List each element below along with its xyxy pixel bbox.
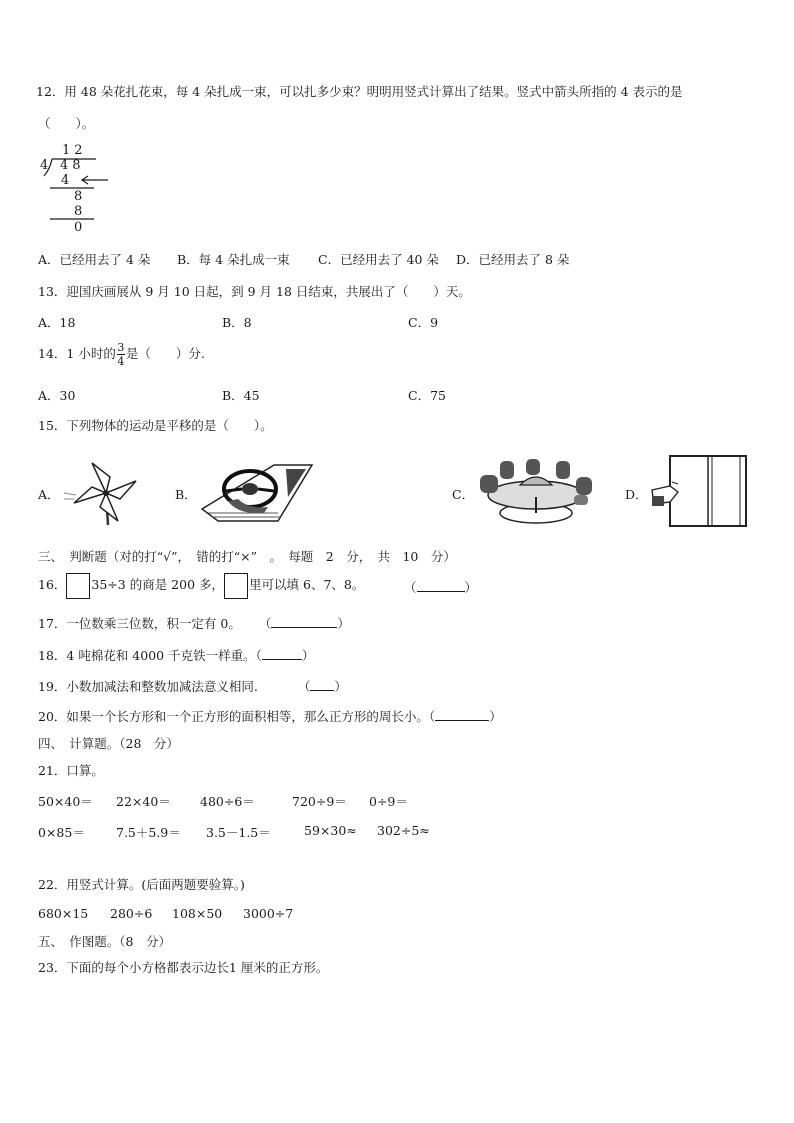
- long-division: [36, 143, 116, 235]
- section3-heading: 三、 判断题（对的打“√”， 错的打“×” 。 每题 2 分， 共 10 分）: [38, 549, 456, 564]
- q12-option-d[interactable]: D．已经用去了 8 朵: [456, 252, 570, 267]
- vertical-calc-3: 108×50: [172, 906, 223, 921]
- q14-prefix: 14．1 小时的: [38, 346, 116, 361]
- q14-option-b[interactable]: B．45: [222, 388, 260, 403]
- q22-title: 22．用竖式计算。(后面两题要验算。): [38, 877, 245, 892]
- fraction-numerator: 3: [117, 341, 125, 354]
- division-step3: 8: [74, 204, 83, 219]
- q16-mid: 35÷3 的商是 200 多，: [91, 577, 225, 592]
- q16-line: [38, 572, 364, 599]
- answer-box[interactable]: [66, 573, 90, 599]
- q15-option-d[interactable]: D．: [625, 487, 648, 502]
- q21-title: 21．口算。: [38, 763, 104, 778]
- q18-line: [38, 646, 314, 664]
- answer-blank[interactable]: [310, 678, 334, 691]
- answer-box-2[interactable]: [224, 573, 248, 599]
- vertical-calc-4: 3000÷7: [243, 906, 294, 921]
- answer-blank[interactable]: [262, 647, 302, 660]
- oral-calc-9: 59×30≈: [304, 823, 357, 838]
- answer-blank[interactable]: [417, 579, 465, 592]
- paren-left: （: [255, 648, 262, 663]
- oral-calc-3: 480÷6＝: [200, 794, 255, 809]
- q23-text: 23．下面的每个小方格都表示边长1 厘米的正方形。: [38, 960, 329, 975]
- paren-right: ）: [337, 616, 350, 631]
- q14-line: [38, 342, 205, 367]
- steering-wheel-icon: [198, 455, 316, 527]
- division-step2: 8: [74, 189, 83, 204]
- fraction-denominator: 4: [117, 355, 125, 368]
- oral-calc-2: 22×40＝: [116, 794, 171, 809]
- division-quotient: 12: [62, 143, 87, 158]
- q12-option-a[interactable]: A．已经用去了 4 朵: [38, 252, 151, 267]
- section4-heading: 四、 计算题。（28 分）: [38, 736, 179, 751]
- carousel-icon: [476, 455, 604, 527]
- q20-text: 20．如果一个长方形和一个正方形的面积相等，那么正方形的周长小。: [38, 709, 429, 724]
- q16-end: 里可以填 6、7、8。: [249, 577, 365, 592]
- q15-option-c[interactable]: C．: [452, 487, 475, 502]
- oral-calc-10: 302÷5≈: [377, 823, 430, 838]
- window-icon: [648, 450, 752, 528]
- vertical-calc-2: 280÷6: [110, 906, 153, 921]
- q16-answer: [404, 578, 477, 596]
- q12-option-c[interactable]: C．已经用去了 40 朵: [318, 252, 439, 267]
- oral-calc-4: 720÷9＝: [292, 794, 347, 809]
- q14-option-c[interactable]: C．75: [408, 388, 446, 403]
- q13-text: 13．迎国庆画展从 9 月 10 日起，到 9 月 18 日结束，共展出了（ ）天。: [38, 284, 471, 299]
- paren-right: ）: [301, 648, 315, 663]
- answer-blank[interactable]: [435, 708, 489, 721]
- paren-left: （: [258, 616, 272, 631]
- vertical-calc-1: 680×15: [38, 906, 89, 921]
- q19-text: 19．小数加减法和整数加减法意义相同.: [38, 679, 258, 694]
- q20-line: [38, 707, 502, 725]
- q14-option-a[interactable]: A．30: [38, 388, 76, 403]
- q12-paren: （ ）。: [38, 116, 95, 131]
- oral-calc-8: 3.5－1.5＝: [206, 825, 271, 840]
- q18-text: 18．4 吨棉花和 4000 千克铁一样重。: [38, 648, 256, 663]
- q13-option-a[interactable]: A．18: [38, 315, 76, 330]
- answer-blank[interactable]: [271, 615, 337, 628]
- q13-option-c[interactable]: C．9: [408, 315, 439, 330]
- paren-left: （: [297, 679, 311, 694]
- section5-heading: 五、 作图题。（8 分）: [38, 934, 171, 949]
- oral-calc-1: 50×40＝: [38, 794, 93, 809]
- q12-option-b[interactable]: B．每 4 朵扎成一束: [177, 252, 290, 267]
- division-step1: 4: [61, 173, 70, 188]
- q14-suffix: 是（ ）分.: [125, 346, 205, 361]
- q12-text: 12．用 48 朵花扎花束，每 4 朵扎成一束，可以扎多少束？明明用竖式计算出了结果。竖式中箭头所指的 4 表示的是: [36, 84, 683, 99]
- paren-left: （: [428, 709, 436, 724]
- oral-calc-7: 7.5＋5.9＝: [116, 825, 181, 840]
- q15-option-a[interactable]: A．: [38, 487, 60, 502]
- q16-num: 16．: [38, 577, 67, 592]
- paren-right: ）: [489, 709, 502, 724]
- oral-calc-5: 0÷9＝: [369, 794, 408, 809]
- paren-left: （: [404, 580, 417, 595]
- q13-option-b[interactable]: B．8: [222, 315, 252, 330]
- q17-text: 17．一位数乘三位数，积一定有 0。: [38, 616, 241, 631]
- oral-calc-6: 0×85＝: [38, 825, 85, 840]
- paren-right: ）: [334, 679, 347, 694]
- q19-line: [38, 677, 347, 695]
- q14-fraction: [117, 342, 125, 367]
- q17-line: [38, 614, 350, 632]
- division-remainder: 0: [74, 220, 83, 235]
- division-dividend: 48: [60, 158, 85, 173]
- pinwheel-icon: [62, 455, 142, 527]
- q15-text: 15．下列物体的运动是平移的是（ ）。: [38, 418, 273, 433]
- division-divisor: 4: [40, 158, 49, 173]
- paren-right: ）: [464, 580, 478, 595]
- q15-option-b[interactable]: B．: [175, 487, 197, 502]
